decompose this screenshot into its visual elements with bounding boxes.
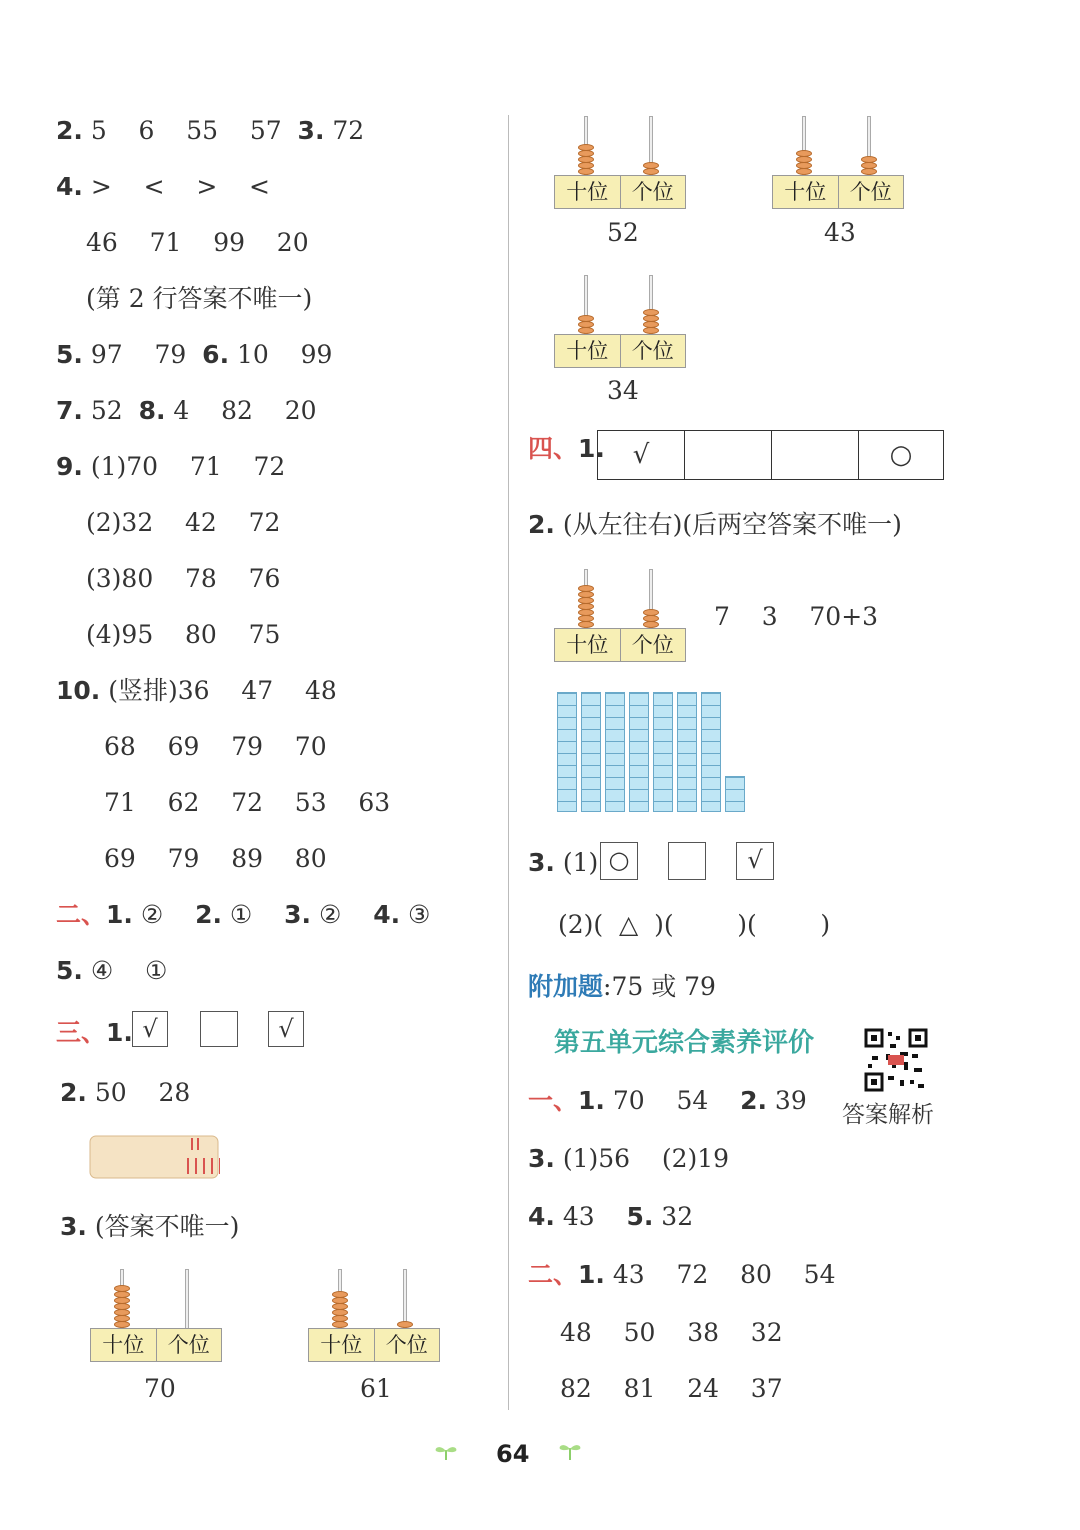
ones-label: 个位 [385, 1333, 428, 1357]
section-2-answers: 二、1. ② 2. ① 3. ② 4. ③ [56, 900, 431, 929]
answer-line: 46 71 99 20 [86, 228, 309, 257]
abacus-value: 34 [607, 376, 639, 405]
check-box: √ [268, 1011, 304, 1047]
answer-line: 9. (1)70 71 72 [56, 452, 286, 481]
answer-cell: √ [597, 430, 685, 480]
answer-values: 7 3 70+3 [714, 602, 879, 631]
bead [578, 615, 594, 622]
bead [643, 168, 659, 175]
answer-box [668, 842, 706, 880]
bead [332, 1291, 348, 1298]
answer-line: (2)( △ )( )( ) [558, 910, 831, 939]
bead [643, 327, 659, 334]
bead [643, 615, 659, 622]
bead [643, 321, 659, 328]
bead [114, 1315, 130, 1322]
bead [114, 1309, 130, 1316]
bead [114, 1297, 130, 1304]
check-box [200, 1011, 238, 1047]
answer-box: √ [736, 842, 774, 880]
bead [332, 1315, 348, 1322]
ones-rod [185, 1269, 189, 1329]
check-box: √ [132, 1011, 168, 1047]
bead [578, 150, 594, 157]
answer-cell [771, 430, 859, 480]
unit-title: 第五单元综合素养评价 [554, 1028, 815, 1058]
bead [643, 162, 659, 169]
ones-label: 个位 [167, 1333, 210, 1357]
bead [578, 621, 594, 628]
bead [796, 168, 812, 175]
bead [578, 597, 594, 604]
stick-bundle-image [88, 1132, 220, 1182]
tens-label: 十位 [309, 1329, 375, 1361]
bead [578, 321, 594, 328]
answer-line: (3)80 78 76 [86, 564, 281, 593]
ones-rod [403, 1269, 407, 1329]
answer-cell [684, 430, 772, 480]
ones-label: 个位 [849, 180, 892, 204]
answer-line: 68 69 79 70 [104, 732, 327, 761]
ten-rod [605, 692, 625, 812]
sprout-icon [432, 1442, 460, 1462]
bead [578, 162, 594, 169]
tens-label: 十位 [555, 629, 621, 661]
bead [578, 591, 594, 598]
bead [114, 1291, 130, 1298]
answer-line: 二、1. 43 72 80 54 [528, 1260, 836, 1289]
bead [332, 1297, 348, 1304]
bead [643, 621, 659, 628]
abacus [772, 113, 904, 209]
bead [578, 156, 594, 163]
answer-cell: ○ [858, 430, 944, 480]
bead [643, 309, 659, 316]
qr-code-icon[interactable] [864, 1028, 928, 1092]
answer-line: 7. 52 8. 4 82 20 [56, 396, 317, 425]
bead [861, 168, 877, 175]
bead [796, 156, 812, 163]
sprout-icon [556, 1440, 584, 1462]
answer-line: 5. ④ ① [56, 956, 168, 985]
answer-line: (4)95 80 75 [86, 620, 281, 649]
bead [861, 156, 877, 163]
bead [578, 603, 594, 610]
ten-rod [677, 692, 697, 812]
answer-line: 4. 43 5. 32 [528, 1202, 694, 1231]
answer-line: 10. (竖排)36 47 48 [56, 676, 337, 705]
section-4-label: 四、1. [528, 434, 605, 463]
abacus [90, 1266, 222, 1362]
bead [114, 1321, 130, 1328]
unit-cubes [725, 776, 745, 812]
bead [114, 1303, 130, 1310]
answer-line: 2. (从左往右)(后两空答案不唯一) [528, 510, 902, 539]
abacus-value: 52 [607, 218, 639, 247]
ten-rod [653, 692, 673, 812]
answer-line: 一、1. 70 54 2. 39 [528, 1086, 807, 1115]
bead [578, 609, 594, 616]
answer-line: 71 62 72 53 63 [104, 788, 391, 817]
ones-label: 个位 [631, 339, 674, 363]
answer-line: 82 81 24 37 [560, 1374, 783, 1403]
tens-label: 十位 [773, 176, 839, 208]
ten-rod [701, 692, 721, 812]
ten-rod [581, 692, 601, 812]
bead [861, 162, 877, 169]
bead [332, 1321, 348, 1328]
answer-line: 2. 50 28 [60, 1078, 191, 1107]
abacus-value: 61 [360, 1374, 392, 1403]
bead [114, 1285, 130, 1292]
answer-line: 4. > < > < [56, 172, 271, 201]
bead [332, 1309, 348, 1316]
bead [578, 585, 594, 592]
answer-line: 3. (答案不唯一) [60, 1212, 240, 1241]
answer-line: 69 79 89 80 [104, 844, 327, 873]
bead [578, 327, 594, 334]
section-3-label: 三、1. [56, 1018, 133, 1047]
abacus [554, 113, 686, 209]
bead [332, 1303, 348, 1310]
ones-label: 个位 [631, 633, 674, 657]
bead [796, 162, 812, 169]
answer-line: 48 50 38 32 [560, 1318, 783, 1347]
abacus [554, 272, 686, 368]
bead [643, 609, 659, 616]
answer-line: (2)32 42 72 [86, 508, 281, 537]
tens-label: 十位 [555, 335, 621, 367]
bead [643, 315, 659, 322]
answer-line: 2. 5 6 55 57 3. 72 [56, 116, 365, 145]
ten-rod [629, 692, 649, 812]
answer-line: 3. (1) [528, 848, 599, 877]
abacus-value: 70 [144, 1374, 176, 1403]
tens-label: 十位 [91, 1329, 157, 1361]
answer-note: (第 2 行答案不唯一) [86, 284, 313, 313]
answer-line: 5. 97 79 6. 10 99 [56, 340, 333, 369]
abacus-value: 43 [824, 218, 856, 247]
bead [578, 315, 594, 322]
abacus [554, 566, 686, 662]
answer-line: 3. (1)56 (2)19 [528, 1144, 730, 1173]
page-number: 64 [496, 1440, 530, 1468]
answer-box: ○ [600, 842, 638, 880]
bead [578, 168, 594, 175]
ones-label: 个位 [631, 180, 674, 204]
qr-caption: 答案解析 [842, 1102, 934, 1128]
bead [796, 150, 812, 157]
tens-label: 十位 [555, 176, 621, 208]
bead [397, 1321, 413, 1328]
abacus [308, 1266, 440, 1362]
extra-question: 附加题:75 或 79 [528, 972, 716, 1001]
ten-rod [557, 692, 577, 812]
column-divider [508, 115, 509, 1410]
bead [578, 144, 594, 151]
